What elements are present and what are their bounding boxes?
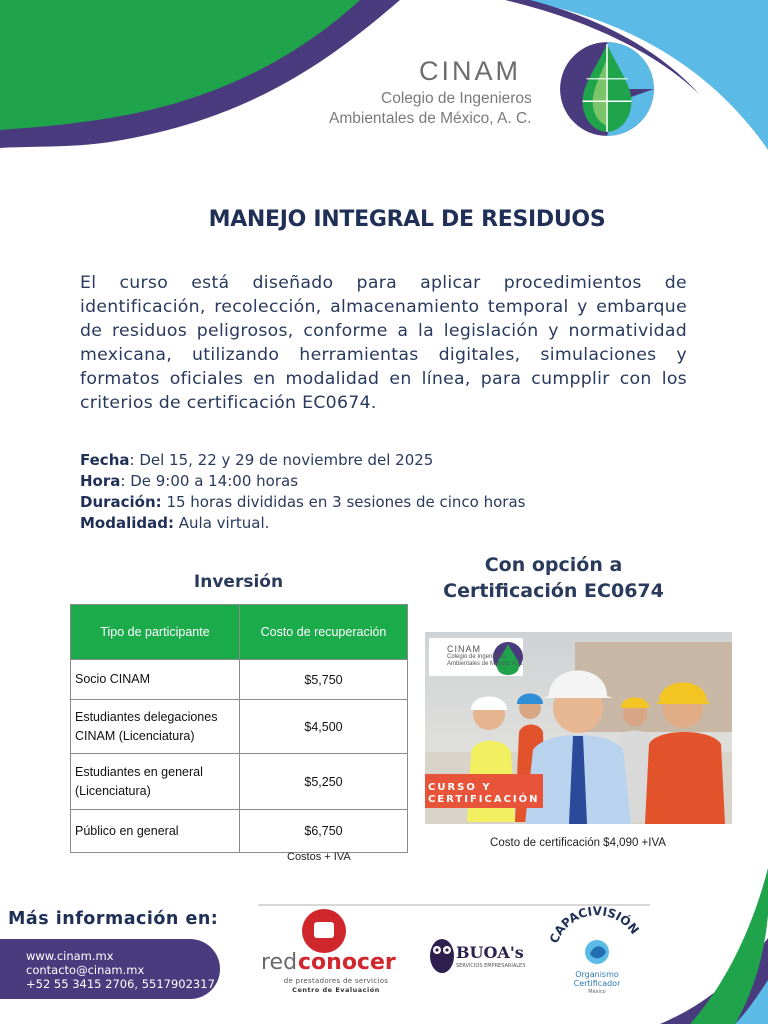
certification-heading-line2: Certificación EC0674: [443, 580, 664, 602]
capacivision-name: CAPACIVISIÓN: [546, 904, 642, 946]
svg-text:CAPACIVISIÓN: [547, 904, 642, 945]
participant-type: Estudiantes en general (Licenciatura): [71, 754, 240, 810]
modalidad-value: Aula virtual.: [173, 514, 270, 532]
capacivision-tag1: Organismo: [575, 970, 619, 979]
course-certification-badge: [428, 782, 540, 806]
capacivision-tagline: [566, 970, 628, 988]
participant-cost: $5,250: [240, 754, 408, 810]
badge-line2: CERTIFICACIÓN: [428, 794, 540, 805]
investment-heading: Inversión: [193, 572, 284, 592]
table-row: [71, 660, 408, 700]
brand-subtitle-line1: Colegio de Ingenieros: [381, 90, 532, 107]
course-title: MANEJO INTEGRAL DE RESIDUOS: [208, 207, 606, 232]
phone-numbers: +52 55 3415 2706, 5517902317: [26, 977, 215, 991]
duracion-label: Duración:: [80, 493, 162, 511]
modalidad-label: Modalidad:: [80, 514, 174, 532]
participant-type: Socio CINAM: [71, 660, 240, 700]
fecha-value: : Del 15, 22 y 29 de noviembre del 2025: [129, 451, 434, 469]
capacivision-tag3: México: [588, 989, 606, 995]
more-info-heading: Más información en:: [8, 909, 219, 929]
badge-line1: CURSO Y: [428, 782, 492, 793]
participant-cost: $5,750: [240, 660, 408, 700]
red-conocer-tagline: de prestadores de servicios: [283, 977, 389, 985]
red-conocer-name-conocer: conocer: [298, 950, 396, 975]
detail-fecha: [80, 450, 433, 471]
buoas-name: BUOA's: [456, 943, 524, 962]
buoas-tagline: SERVICIOS EMPRESARIALES: [456, 963, 526, 969]
hora-value: : De 9:00 a 14:00 horas: [120, 472, 299, 490]
photo-logo-line1: CINAM: [447, 644, 481, 654]
costs-note: Costos + IVA: [287, 851, 351, 863]
red-conocer-tagline2: Centro de Evaluación: [292, 986, 380, 994]
cinam-drop-logo-icon: [556, 38, 658, 140]
column-header-cost: Costo de recuperación: [240, 605, 408, 660]
course-description: El curso está diseñado para aplicar procedimientos de identificación, recolección, almacenamiento temporal y embarque de residuos peligrosos, conforme a la legislación y normatividad mexicana, utilizando herramientas digitales, simulaciones y formatos oficiales en modalidad en línea, para cumpplir con los criterios de certificación EC0674.: [80, 273, 687, 413]
capacivision-tag2: Certificador: [573, 979, 621, 988]
participant-cost: $4,500: [240, 700, 408, 754]
brand-name: CINAM: [419, 56, 521, 86]
hora-label: Hora: [80, 472, 121, 490]
price-table: [70, 604, 408, 853]
email-link[interactable]: contacto@cinam.mx: [26, 963, 145, 977]
photo-logo-text: [447, 644, 524, 668]
participant-type: Estudiantes delegaciones CINAM (Licenciatura): [71, 700, 240, 754]
capacivision-logo-icon: [546, 898, 646, 970]
detail-hora: [80, 471, 298, 492]
fecha-label: Fecha: [80, 451, 130, 469]
table-row: [71, 810, 408, 853]
table-row: [71, 754, 408, 810]
brand-subtitle-line2: Ambientales de México, A. C.: [329, 110, 532, 127]
buoas-owl-icon: [427, 930, 457, 976]
table-row: [71, 700, 408, 754]
certification-heading: [425, 552, 682, 604]
participant-cost: $6,750: [240, 810, 408, 853]
detail-modalidad: [80, 513, 269, 534]
red-conocer-logo-icon: [298, 908, 350, 954]
photo-logo-line2: Colegio de Ingenieros: [447, 654, 506, 660]
certification-heading-line1: Con opción a: [484, 554, 623, 576]
detail-duracion: [80, 492, 525, 513]
photo-logo-line3: Ambientales de México, A.C.: [447, 661, 524, 667]
website-link[interactable]: www.cinam.mx: [26, 949, 114, 963]
column-header-participant: Tipo de participante: [71, 605, 240, 660]
table-header-row: [71, 605, 408, 660]
red-conocer-name-red: red: [261, 950, 298, 975]
certification-cost: Costo de certificación $4,090 +IVA: [490, 837, 666, 849]
duracion-value: 15 horas divididas en 3 sesiones de cinco horas: [161, 493, 526, 511]
participant-type: Público en general: [71, 810, 240, 853]
